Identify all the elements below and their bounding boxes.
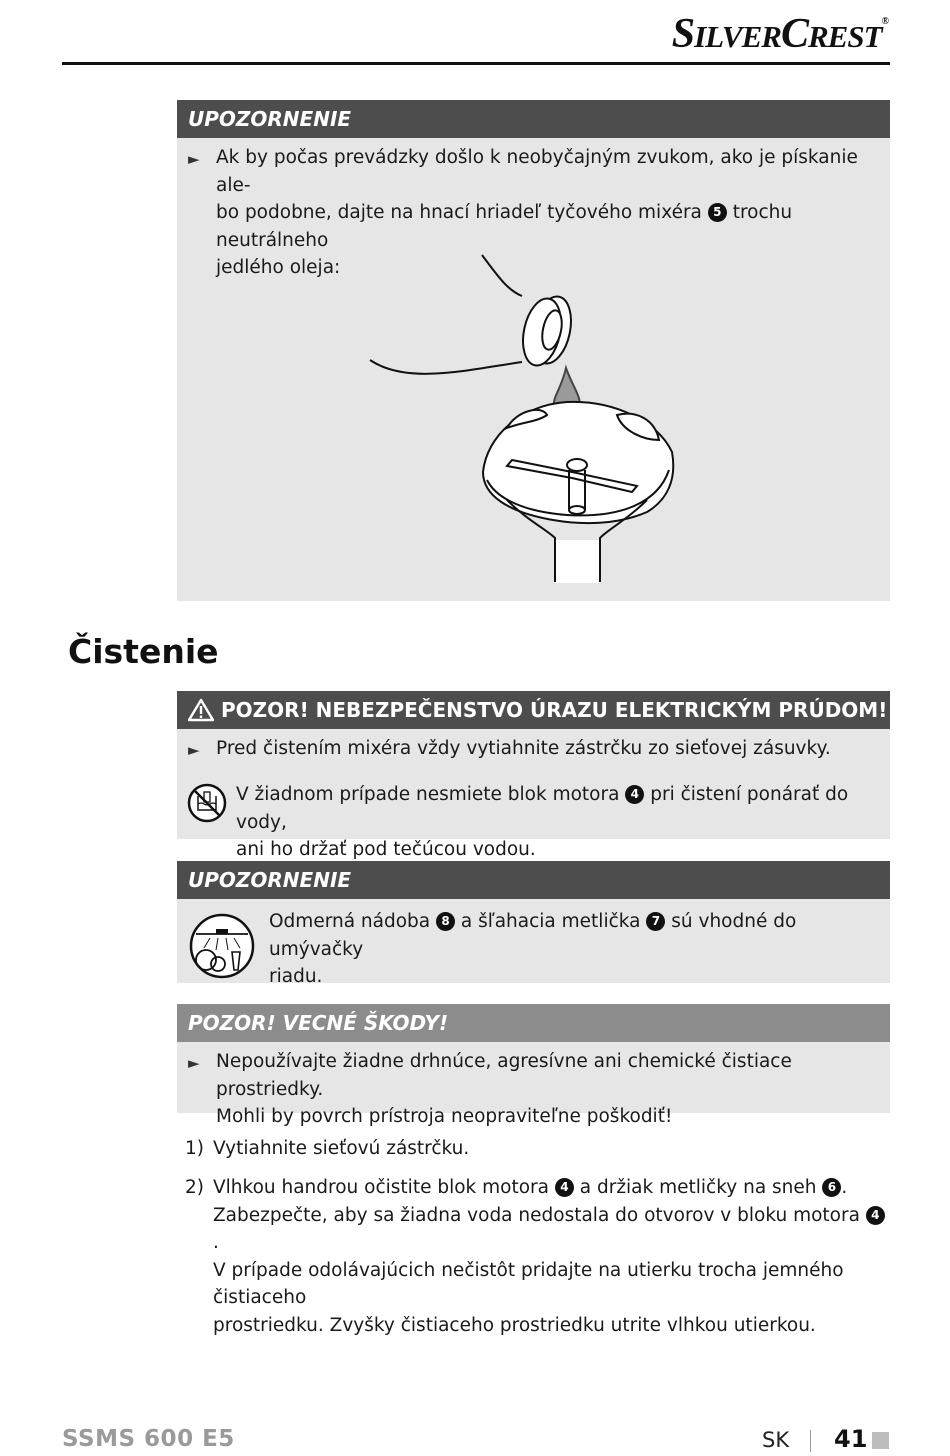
no-water-immersion-icon [187,783,227,823]
ref-number-badge: 4 [866,1206,885,1225]
notice-box-oil [177,100,890,601]
section-title: Čistenie [68,632,219,671]
footer-model: SSMS 600 E5 [62,1426,235,1452]
ref-number-badge: 4 [625,785,644,804]
warning-text: Nepoužívajte žiadne drhnúce, agresívne ani chemické čistiace prostriedky. Mohli by povrch prístroja neopraviteľne poškodiť! [216,1051,792,1127]
footer-square-marker [872,1432,889,1449]
bullet-arrow-icon: ► [188,1054,200,1072]
brand-logo: SILVERCREST® [671,11,888,57]
ref-number-badge: 5 [708,203,727,222]
ref-number-badge: 6 [822,1178,841,1197]
notice-title: UPOZORNENIE [177,861,890,899]
warning-title-row [177,691,890,729]
warning-title: POZOR! VECNÉ ŠKODY! [177,1004,890,1042]
ref-number-badge: 8 [436,912,455,931]
warning-text-2: V žiadnom prípade nesmiete blok motora 4 pri čistení ponárať do vody, ani ho držať pod tečúcou vodou. [236,784,849,860]
step-text: Vytiahnite sieťovú zástrčku. [213,1138,470,1159]
ref-number-badge: 7 [646,912,665,931]
notice-text: Ak by počas prevádzky došlo k neobyčajným zvukom, ako je pískanie ale- bo podobne, dajte na hnací hriadeľ tyčového mixéra 5 trochu neutrálneho jedlého oleja: [216,147,858,278]
bullet-arrow-icon: ► [188,741,200,759]
warning-text-1: Pred čistením mixéra vždy vytiahnite zástrčku zo sieťovej zásuvky. [216,738,831,759]
page-number: 41 [834,1425,868,1453]
warning-box-damage [177,1004,890,1127]
bullet-arrow-icon: ► [188,150,200,168]
header-rule [62,62,890,65]
notice-title: UPOZORNENIE [177,100,890,138]
footer-separator [810,1430,811,1452]
notice-box-dishwasher [177,861,890,987]
warning-box-electric [177,691,890,860]
step-text: Vlhkou handrou očistite blok motora 4 a držiak metličky na sneh 6 . Zabezpečte, aby sa žiadna voda nedostala do otvorov v bloku motora 4. V prípade odolávajúcich nečistôt pridajte na utierku trocha jemného čistiaceho prostriedku. Zvyšky čistiaceho prostriedku utrite vlhkou utierkou. [213,1174,888,1339]
footer-language: SK [762,1428,790,1452]
warning-triangle-icon [188,698,214,722]
warning-title: POZOR! NEBEZPEČENSTVO ÚRAZU ELEKTRICKÝM PRÚDOM! [221,698,888,722]
ref-number-badge: 4 [555,1178,574,1197]
step-number: 2) [185,1177,204,1198]
step-number: 1) [185,1138,204,1159]
dishwasher-safe-icon [188,912,258,980]
notice-text: Odmerná nádoba 8 a šľahacia metlička 7 sú vhodné do umývačky riadu. [269,911,797,987]
oil-drop-mixer-illustration [177,100,890,601]
